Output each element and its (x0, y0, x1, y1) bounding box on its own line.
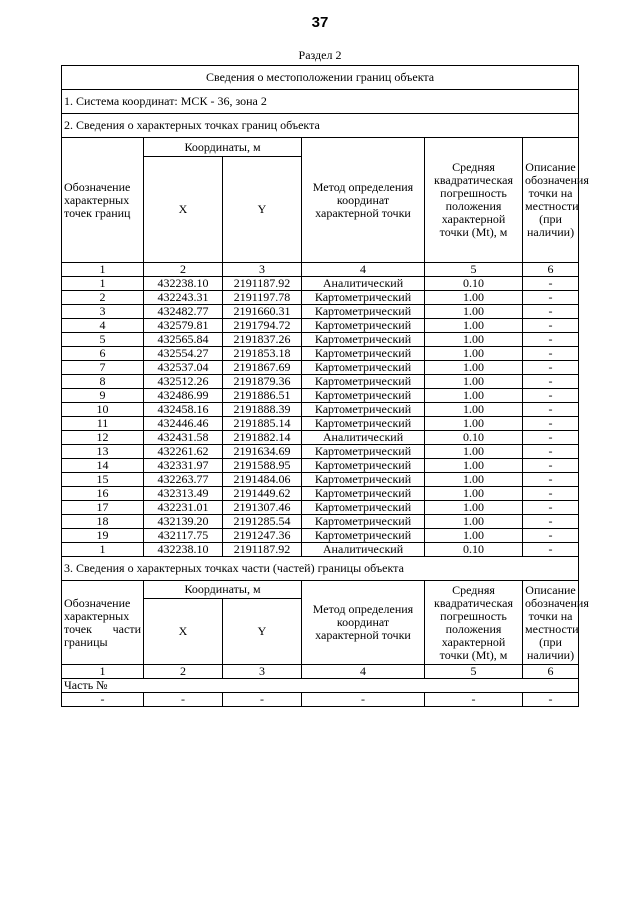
point-y: 2191484.06 (223, 473, 302, 487)
point-method: Картометрический (302, 291, 425, 305)
header-method: Метод определения координат характерной точки (302, 138, 425, 263)
point-y: 2191888.39 (223, 403, 302, 417)
part-label: Часть № (62, 679, 579, 693)
header-designation: Обозначение характерных точек границ (62, 138, 144, 263)
point-x: 432482.77 (144, 305, 223, 319)
empty-row (62, 693, 579, 707)
point-description: - (523, 417, 579, 431)
point-x: 432243.31 (144, 291, 223, 305)
point-error: 1.00 (425, 515, 523, 529)
point-x: 432579.81 (144, 319, 223, 333)
point-description: - (523, 543, 579, 557)
point-method: Картометрический (302, 333, 425, 347)
header-y: Y (223, 157, 302, 263)
point-id: 8 (62, 375, 144, 389)
empty-method: - (302, 693, 425, 707)
header3-y: Y (223, 599, 302, 665)
empty-designation: - (62, 693, 144, 707)
point-error: 1.00 (425, 291, 523, 305)
empty-y: - (223, 693, 302, 707)
point-x: 432512.26 (144, 375, 223, 389)
point-id: 1 (62, 277, 144, 291)
table-row (62, 361, 579, 375)
point-id: 4 (62, 319, 144, 333)
column-number-1: 1 (62, 263, 144, 277)
point-y: 2191853.18 (223, 347, 302, 361)
point-x: 432565.84 (144, 333, 223, 347)
column-number-6: 6 (523, 263, 579, 277)
point-description: - (523, 305, 579, 319)
point-method: Аналитический (302, 543, 425, 557)
header-error: Средняя квадратическая погрешность положения характерной точки (Mt), м (425, 138, 523, 263)
point-error: 1.00 (425, 375, 523, 389)
point-id: 10 (62, 403, 144, 417)
point-id: 6 (62, 347, 144, 361)
table-row (62, 389, 579, 403)
section2-title: 2. Сведения о характерных точках границ объекта (62, 114, 579, 138)
column-number-row (62, 263, 579, 277)
point-id: 14 (62, 459, 144, 473)
point-x: 432431.58 (144, 431, 223, 445)
table-row (62, 333, 579, 347)
point-method: Картометрический (302, 501, 425, 515)
point-error: 1.00 (425, 305, 523, 319)
header3-description: Описание обозначения точки на местности (при наличии) (523, 581, 579, 665)
header3-x: X (144, 599, 223, 665)
point-error: 1.00 (425, 361, 523, 375)
point-description: - (523, 277, 579, 291)
point-description: - (523, 529, 579, 543)
point-x: 432263.77 (144, 473, 223, 487)
point-error: 1.00 (425, 487, 523, 501)
table-row (62, 431, 579, 445)
point-id: 3 (62, 305, 144, 319)
point-id: 12 (62, 431, 144, 445)
table-row (62, 445, 579, 459)
point-x: 432139.20 (144, 515, 223, 529)
point-description: - (523, 403, 579, 417)
point-y: 2191197.78 (223, 291, 302, 305)
point-x: 432458.16 (144, 403, 223, 417)
boundary-table (61, 65, 589, 707)
header3-coordinates: Координаты, м (144, 581, 302, 599)
point-method: Картометрический (302, 445, 425, 459)
point-x: 432313.49 (144, 487, 223, 501)
point-error: 1.00 (425, 417, 523, 431)
point-id: 7 (62, 361, 144, 375)
point-id: 18 (62, 515, 144, 529)
header3-designation: Обозначение характерных точек части границы (62, 581, 144, 665)
table-row (62, 473, 579, 487)
table-row (62, 501, 579, 515)
point-error: 0.10 (425, 431, 523, 445)
point-x: 432537.04 (144, 361, 223, 375)
point-y: 2191886.51 (223, 389, 302, 403)
point-x: 432117.75 (144, 529, 223, 543)
point-method: Картометрический (302, 389, 425, 403)
empty-description: - (523, 693, 579, 707)
point-method: Аналитический (302, 431, 425, 445)
point-description: - (523, 361, 579, 375)
point-description: - (523, 291, 579, 305)
point-error: 1.00 (425, 529, 523, 543)
point-method: Картометрический (302, 319, 425, 333)
point-description: - (523, 319, 579, 333)
table-row (62, 319, 579, 333)
point-y: 2191634.69 (223, 445, 302, 459)
table-row (62, 543, 579, 557)
point-error: 1.00 (425, 347, 523, 361)
point-error: 0.10 (425, 543, 523, 557)
point-y: 2191247.36 (223, 529, 302, 543)
coordinate-system: 1. Система координат: МСК - 36, зона 2 (62, 90, 579, 114)
point-x: 432231.01 (144, 501, 223, 515)
section3-title: 3. Сведения о характерных точках части (частей) границы объекта (62, 557, 579, 581)
point-x: 432238.10 (144, 543, 223, 557)
point-y: 2191187.92 (223, 543, 302, 557)
column-number-2: 2 (144, 665, 223, 679)
point-description: - (523, 389, 579, 403)
point-description: - (523, 333, 579, 347)
column-number-5: 5 (425, 263, 523, 277)
table-row (62, 487, 579, 501)
point-error: 1.00 (425, 403, 523, 417)
point-error: 0.10 (425, 277, 523, 291)
table-row (62, 291, 579, 305)
point-x: 432331.97 (144, 459, 223, 473)
point-description: - (523, 459, 579, 473)
table-row (62, 277, 579, 291)
point-method: Картометрический (302, 487, 425, 501)
point-y: 2191879.36 (223, 375, 302, 389)
table-row (62, 305, 579, 319)
header3-error: Средняя квадратическая погрешность положения характерной точки (Mt), м (425, 581, 523, 665)
table-row (62, 515, 579, 529)
point-id: 5 (62, 333, 144, 347)
point-id: 2 (62, 291, 144, 305)
point-y: 2191285.54 (223, 515, 302, 529)
point-error: 1.00 (425, 389, 523, 403)
point-description: - (523, 487, 579, 501)
table-row (62, 417, 579, 431)
column-number-4: 4 (302, 665, 425, 679)
point-description: - (523, 515, 579, 529)
column-number-5: 5 (425, 665, 523, 679)
point-y: 2191187.92 (223, 277, 302, 291)
header-description: Описание обозначения точки на местности (при наличии) (523, 138, 579, 263)
table-row (62, 529, 579, 543)
header-x: X (144, 157, 223, 263)
table-row (62, 375, 579, 389)
point-x: 432446.46 (144, 417, 223, 431)
point-x: 432261.62 (144, 445, 223, 459)
point-description: - (523, 501, 579, 515)
point-method: Картометрический (302, 417, 425, 431)
point-y: 2191660.31 (223, 305, 302, 319)
point-description: - (523, 347, 579, 361)
column-number-4: 4 (302, 263, 425, 277)
point-method: Картометрический (302, 515, 425, 529)
point-id: 17 (62, 501, 144, 515)
table-row (62, 459, 579, 473)
point-error: 1.00 (425, 445, 523, 459)
point-y: 2191794.72 (223, 319, 302, 333)
point-method: Картометрический (302, 361, 425, 375)
point-y: 2191307.46 (223, 501, 302, 515)
page-number: 37 (311, 14, 329, 31)
point-x: 432554.27 (144, 347, 223, 361)
point-y: 2191882.14 (223, 431, 302, 445)
point-id: 11 (62, 417, 144, 431)
point-y: 2191449.62 (223, 487, 302, 501)
header3-method: Метод определения координат характерной точки (302, 581, 425, 665)
point-id: 15 (62, 473, 144, 487)
table-row (62, 403, 579, 417)
point-description: - (523, 473, 579, 487)
point-method: Картометрический (302, 473, 425, 487)
point-description: - (523, 431, 579, 445)
point-method: Картометрический (302, 347, 425, 361)
point-y: 2191588.95 (223, 459, 302, 473)
point-error: 1.00 (425, 473, 523, 487)
point-description: - (523, 445, 579, 459)
point-method: Картометрический (302, 459, 425, 473)
section-label: Раздел 2 (298, 48, 342, 62)
column-number-1: 1 (62, 665, 144, 679)
empty-x: - (144, 693, 223, 707)
point-id: 9 (62, 389, 144, 403)
point-x: 432238.10 (144, 277, 223, 291)
table-title: Сведения о местоположении границ объекта (62, 66, 579, 90)
point-description: - (523, 375, 579, 389)
point-id: 13 (62, 445, 144, 459)
point-error: 1.00 (425, 333, 523, 347)
point-error: 1.00 (425, 319, 523, 333)
point-method: Картометрический (302, 403, 425, 417)
point-method: Картометрический (302, 305, 425, 319)
point-id: 1 (62, 543, 144, 557)
point-y: 2191885.14 (223, 417, 302, 431)
column-number-3: 3 (223, 263, 302, 277)
point-error: 1.00 (425, 459, 523, 473)
point-id: 19 (62, 529, 144, 543)
column-number-2: 2 (144, 263, 223, 277)
point-method: Картометрический (302, 375, 425, 389)
empty-error: - (425, 693, 523, 707)
point-x: 432486.99 (144, 389, 223, 403)
point-y: 2191837.26 (223, 333, 302, 347)
header-coordinates: Координаты, м (144, 138, 302, 157)
table-row (62, 347, 579, 361)
column-number-3: 3 (223, 665, 302, 679)
point-method: Аналитический (302, 277, 425, 291)
point-method: Картометрический (302, 529, 425, 543)
point-error: 1.00 (425, 501, 523, 515)
point-id: 16 (62, 487, 144, 501)
point-y: 2191867.69 (223, 361, 302, 375)
column-number-6: 6 (523, 665, 579, 679)
column-number-row (62, 665, 579, 679)
